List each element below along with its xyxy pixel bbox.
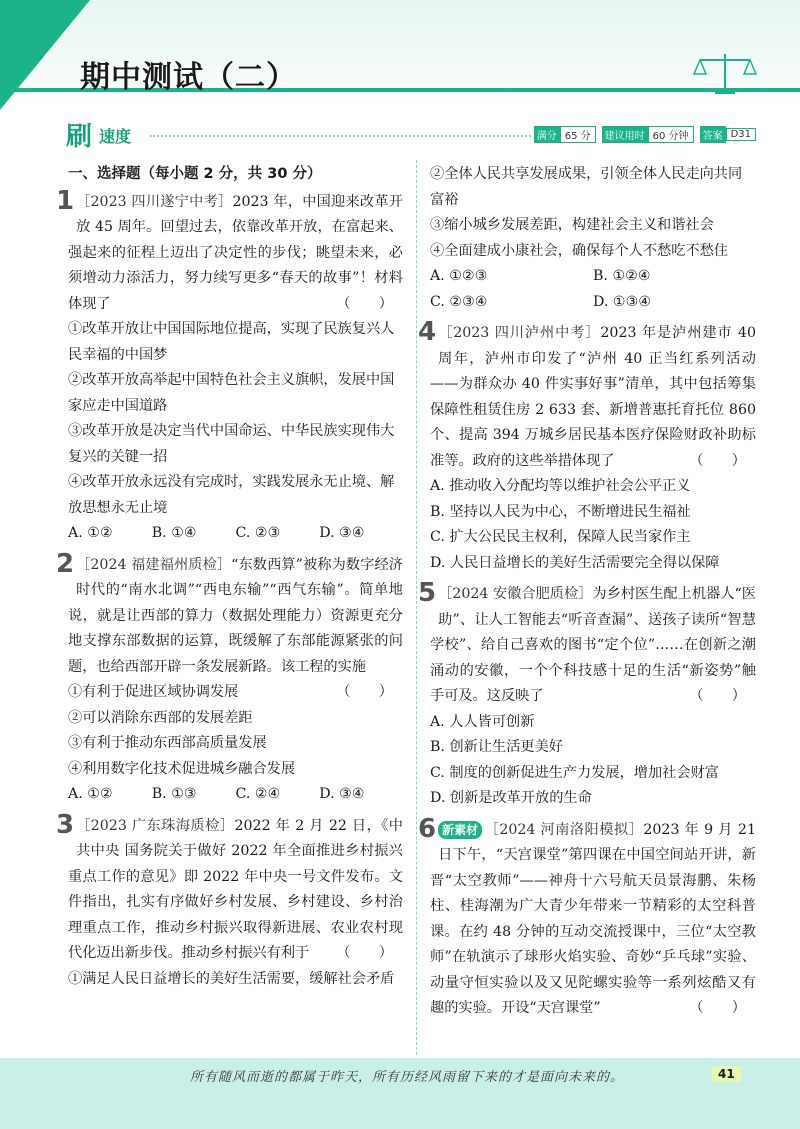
question-stem: 为乡村医生配上机器人“医助”、让人工智能去“听音查漏”、送孩子读所“智慧学校”、给自己喜欢的图书“定个位”……在创新之潮涌动的安徽，一个个科技感十足的生活“新姿势”触手可及。这反映了 xyxy=(430,586,756,704)
statement-item: ③改革开放是决定当代中国命运、中华民族实现伟大复兴的关键一招 xyxy=(68,423,395,465)
question-source: ［2024 河南洛阳模拟］ xyxy=(484,821,644,838)
answer-blank: （ ） xyxy=(689,688,746,704)
header-corner-decoration xyxy=(0,0,90,110)
answer-blank: （ ） xyxy=(336,295,393,312)
statement-item: ②可以消除东西部的发展差距 xyxy=(68,709,253,726)
score-tags xyxy=(534,126,756,143)
option-d[interactable]: D. ③④ xyxy=(319,786,365,802)
option-a[interactable]: A. 人人皆可创新 xyxy=(430,713,535,730)
question-6 xyxy=(418,813,756,1022)
answer-blank: （ ） xyxy=(336,945,393,961)
option-a[interactable]: A. ①② xyxy=(68,525,113,541)
new-material-badge: 新素材 xyxy=(438,821,482,839)
answer-blank: （ ） xyxy=(689,452,746,469)
option-b[interactable]: B. ①③ xyxy=(151,786,197,802)
question-stem: 2023 年 9 月 21 日下午，“天宫课堂”第四课在中国空间站开讲，新晋“太空教师”——神舟十六号航天员景海鹏、朱杨柱、桂海潮为广大青少年带来一节精彩的太空科普课。在约 48 分钟的互动交流授课中，三位“太空教师”在轨演示了球形火焰实验、奇妙“乒乓球”实验、动量守恒实验以及又见陀螺实验等一系列炫酷又有趣的实验。开设“天宫课堂” xyxy=(430,821,756,1016)
question-number: 6 xyxy=(418,813,437,844)
statement-item: ③有利于推动东西部高质量发展 xyxy=(68,735,267,751)
option-c[interactable]: C. 扩大公民民主权利，保障人民当家作主 xyxy=(430,529,691,545)
question-3-continued xyxy=(430,162,756,315)
question-stem: “东数西算”被称为数字经济时代的“南水北调”“西电东输”“西气东输”。简单地说，就是让西部的算力（数据处理能力）资源更充分地支撑东部数据的运算，既缓解了东部能源紧张的问题，也给西部开辟一条发展新路。该工程的实施 xyxy=(68,556,403,675)
option-c[interactable]: C. ②③④ xyxy=(430,293,488,310)
page-number: 41 xyxy=(712,1066,741,1082)
right-column xyxy=(418,162,756,1028)
question-4 xyxy=(418,317,756,576)
options-row xyxy=(68,782,403,808)
section-title: 一、选择题（每小题 2 分，共 30 分） xyxy=(68,166,322,182)
question-number: 5 xyxy=(418,578,437,608)
question-number: 3 xyxy=(56,809,75,840)
option-b[interactable]: B. 创新让生活更美好 xyxy=(430,739,563,755)
question-5 xyxy=(418,578,756,812)
question-2 xyxy=(56,548,403,808)
option-a[interactable]: A. ①②③ xyxy=(430,268,488,284)
footer-slogan: 所有随风而逝的都属于昨天，所有历经风雨留下来的才是面向未来的。 xyxy=(190,1070,625,1085)
question-source: ［2023 四川遂宁中考］ xyxy=(76,193,233,210)
speed-banner xyxy=(66,120,756,150)
statement-item: ②全体人民共享发展成果，引领全体人民走向共同富裕 xyxy=(430,166,743,208)
question-source: ［2023 四川泸州中考］ xyxy=(438,325,601,341)
option-c[interactable]: C. ②③ xyxy=(235,525,281,541)
statement-item: ④全面建成小康社会，确保每个人不愁吃不愁住 xyxy=(430,242,728,259)
speed-logo-big: 刷 xyxy=(66,122,93,152)
answer-blank: （ ） xyxy=(689,1000,746,1016)
statement-item: ④利用数字化技术促进城乡融合发展 xyxy=(68,760,296,777)
statement-item: ④改革开放永远没有完成时，实践发展永无止境、解放思想永无止境 xyxy=(68,474,395,516)
balance-scale-icon xyxy=(690,50,760,96)
options-grid xyxy=(430,264,756,315)
option-c[interactable]: C. ②④ xyxy=(235,786,281,802)
statement-item: ①改革开放让中国国际地位提高，实现了民族复兴人民幸福的中国梦 xyxy=(68,321,395,363)
statement-item: ③缩小城乡发展差距，构建社会主义和谐社会 xyxy=(430,217,714,233)
question-source: ［2023 广东珠海质检］ xyxy=(76,817,235,834)
option-d[interactable]: D. 创新是改革开放的生命 xyxy=(430,790,592,806)
question-source: ［2024 安徽合肥质检］ xyxy=(438,586,593,602)
question-source: ［2024 福建福州质检］ xyxy=(76,556,232,573)
left-column xyxy=(56,162,403,998)
option-a[interactable]: A. 推动收入分配均等以维护社会公平正义 xyxy=(430,478,691,494)
option-b[interactable]: B. ①④ xyxy=(151,525,197,541)
page-title: 期中测试（二） xyxy=(80,60,297,95)
question-stem: 2022 年 2 月 22 日，《中共中央 国务院关于做好 2022 年全面推进乡村振兴重点工作的意见》即 2022 年中央一号文件发布。文件指出，扎实有序做好乡村发展、乡村建设、乡村治理重点工作，推动乡村振兴取得新进展、农业农村现代化迈出新步伐。推动乡村振兴有利于 xyxy=(68,817,403,961)
question-3 xyxy=(56,809,403,993)
option-b[interactable]: B. ①②④ xyxy=(593,268,651,284)
statement-item: ②改革开放高举起中国特色社会主义旗帜，发展中国家应走中国道路 xyxy=(68,372,395,414)
option-d[interactable]: D. ③④ xyxy=(319,525,365,541)
full-score-tag: 满分 65 分 xyxy=(534,126,596,143)
options-row xyxy=(68,521,403,547)
question-number: 4 xyxy=(418,317,437,347)
column-divider xyxy=(416,160,417,1055)
question-stem: 2023 年是泸州建市 40 周年，泸州市印发了“泸州 40 正当红系列活动——为群众办 40 件实事好事”清单，其中包括筹集保障性租赁住房 2 633 套、新增普惠托育托位 860 个、提高 394 万城乡居民基本医疗保险财政补助标准等。政府的这些举措体现了 xyxy=(430,325,756,469)
option-a[interactable]: A. ①② xyxy=(68,786,113,802)
question-number: 1 xyxy=(56,185,75,216)
option-c[interactable]: C. 制度的创新促进生产力发展，增加社会财富 xyxy=(430,764,719,781)
option-d[interactable]: D. ①③④ xyxy=(593,293,652,310)
question-1 xyxy=(56,185,403,547)
answer-tag: 答案 D31 xyxy=(700,126,756,143)
speed-dotted-line xyxy=(150,135,531,137)
speed-logo-small: 速度 xyxy=(99,127,132,146)
question-number: 2 xyxy=(56,548,75,579)
statement-item: ①满足人民日益增长的美好生活需要，缓解社会矛盾 xyxy=(68,970,395,987)
suggested-time-tag: 建议用时 60 分钟 xyxy=(602,126,694,143)
option-b[interactable]: B. 坚持以人民为中心，不断增进民生福祉 xyxy=(430,503,691,520)
statement-item: ①有利于促进区域协调发展 xyxy=(68,684,239,700)
answer-blank: （ ） xyxy=(336,684,393,700)
option-d[interactable]: D. 人民日益增长的美好生活需要完全得以保障 xyxy=(430,554,720,571)
question-stem: 2023 年，中国迎来改革开放 45 周年。回望过去，依靠改革开放，在富起来、强起来的征程上迈出了决定性的步伐；眺望未来，必须增动力添活力，努力续写更多“春天的故事”！材料体现了 xyxy=(68,193,403,312)
